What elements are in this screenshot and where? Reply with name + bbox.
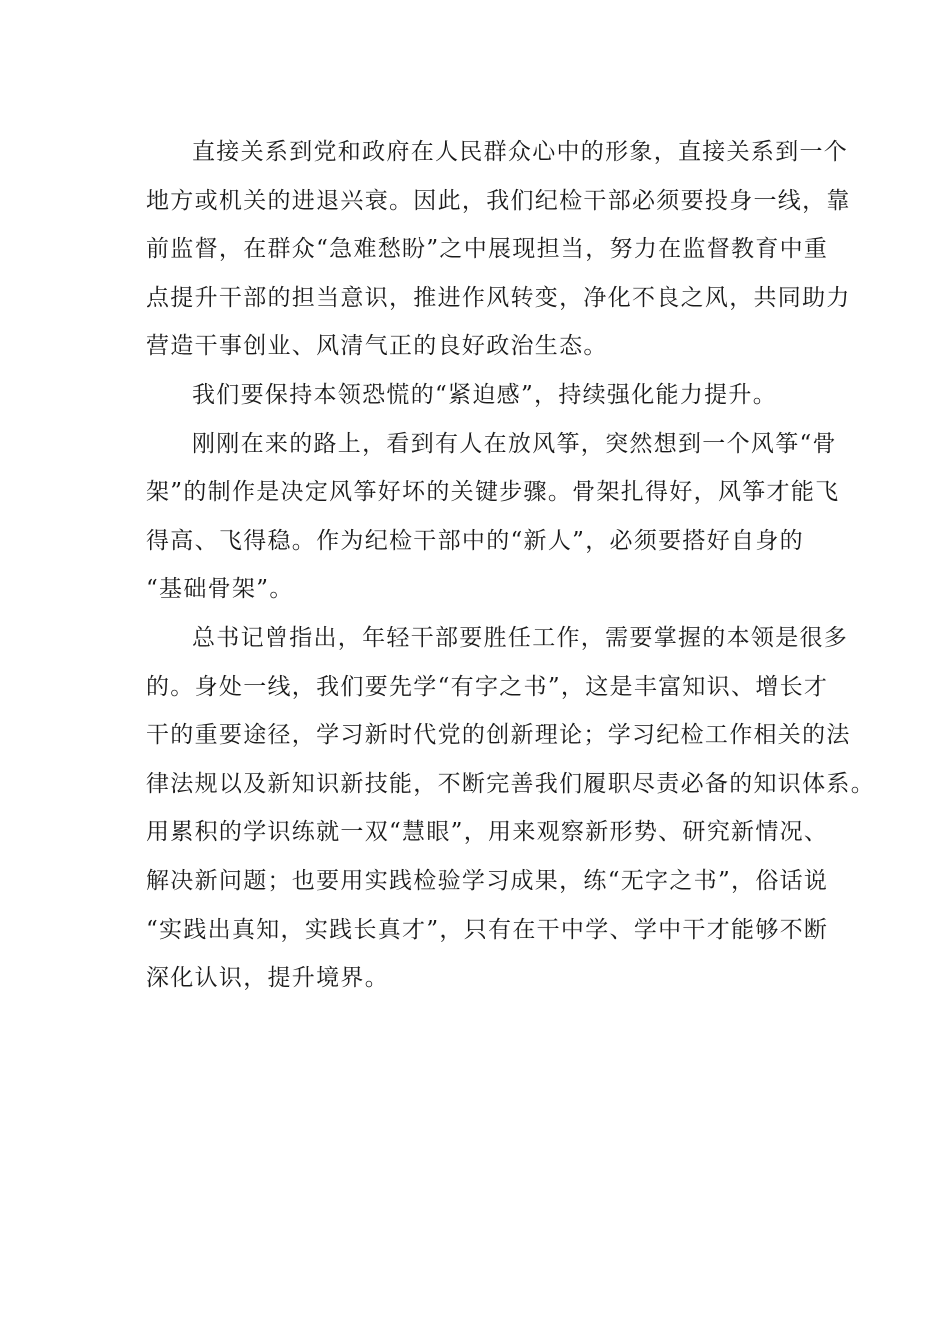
text-line: 营造干事创业、风清气正的良好政治生态。 xyxy=(146,333,608,360)
text-line: 干的重要途径，学习新时代党的创新理论；学习纪检工作相关的法 xyxy=(146,722,851,749)
text-line: “基础骨架”。 xyxy=(146,576,294,603)
text-line: 点提升干部的担当意识，推进作风转变，净化不良之风，共同助力 xyxy=(146,284,851,311)
text-line: 地方或机关的进退兴衰。因此，我们纪检干部必须要投身一线，靠 xyxy=(146,187,851,214)
text-line: 律法规以及新知识新技能，不断完善我们履职尽责必备的知识体系。 xyxy=(146,770,875,797)
text-line: 深化认识，提升境界。 xyxy=(146,965,389,992)
text-line: 前监督，在群众“急难愁盼”之中展现担当，努力在监督教育中重 xyxy=(146,236,829,263)
text-line: 我们要保持本领恐慌的“紧迫感”，持续强化能力提升。 xyxy=(192,381,778,408)
text-line: 用累积的学识练就一双“慧眼”，用来观察新形势、研究新情况、 xyxy=(146,819,829,846)
text-line: 直接关系到党和政府在人民群众心中的形象，直接关系到一个 xyxy=(192,139,849,165)
text-line: 解决新问题；也要用实践检验学习成果，练“无字之书”，俗话说 xyxy=(146,867,829,894)
text-line: “实践出真知，实践长真才”，只有在干中学、学中干才能够不断 xyxy=(146,916,829,943)
text-line: 的。身处一线，我们要先学“有字之书”，这是丰富知识、增长才 xyxy=(146,673,829,700)
text-line: 得高、飞得稳。作为纪检干部中的“新人”，必须要搭好自身的 xyxy=(146,527,804,554)
text-line: 架”的制作是决定风筝好坏的关键步骤。骨架扎得好，风筝才能飞 xyxy=(146,479,840,506)
text-line: 总书记曾指出，年轻干部要胜任工作，需要掌握的本领是很多 xyxy=(192,624,849,651)
body-text xyxy=(146,128,875,1003)
text-line: 刚刚在来的路上，看到有人在放风筝，突然想到一个风筝“骨 xyxy=(192,430,837,457)
